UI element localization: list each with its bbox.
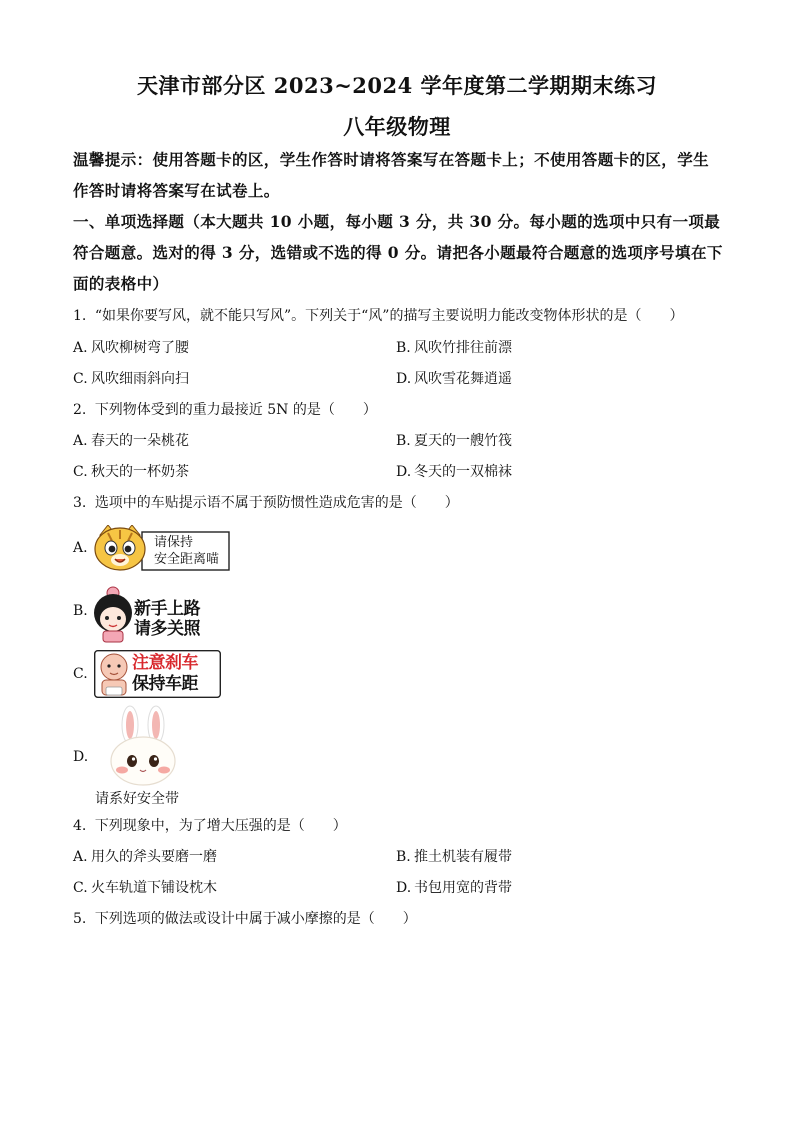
option-text: 用久的斧头要磨一磨 xyxy=(91,849,217,865)
question-4 xyxy=(73,816,733,836)
q4-option-c xyxy=(73,878,217,898)
option-letter: A. xyxy=(73,340,88,356)
question-number: 2. xyxy=(73,402,87,418)
q3-option-b-sticker xyxy=(92,585,218,643)
q1-option-d xyxy=(396,369,512,389)
q3-option-a-letter: A. xyxy=(73,540,88,556)
option-letter: B. xyxy=(396,340,411,356)
option-letter: A. xyxy=(73,849,88,865)
question-text: 下列现象中，为了增大压强的是（ ） xyxy=(94,818,347,834)
question-number: 3. xyxy=(73,495,87,511)
option-text: 书包用宽的背带 xyxy=(414,880,512,896)
q1-option-b xyxy=(396,338,512,358)
sticker-line: 请多关照 xyxy=(134,619,200,639)
question-number: 1. xyxy=(73,308,87,324)
question-2 xyxy=(73,400,733,420)
question-text: 选项中的车贴提示语不属于预防惯性造成危害的是（ ） xyxy=(94,495,459,511)
notice-text: 温馨提示：使用答题卡的区，学生作答时请将答案写在答题卡上；不使用答题卡的区，学生作答时请将答案写在试卷上。 xyxy=(73,150,710,200)
q3-option-d-caption: 请系好安全带 xyxy=(95,791,179,807)
option-text: 冬天的一双棉袜 xyxy=(414,464,512,480)
q2-option-a xyxy=(73,431,189,451)
q2-option-d xyxy=(396,462,512,482)
question-5 xyxy=(73,909,733,929)
exam-subtitle: 八年级物理 xyxy=(343,114,451,139)
q3-option-d-letter: D. xyxy=(73,749,89,765)
option-text: 风吹雪花舞逍遥 xyxy=(414,371,512,387)
option-text: 风吹细雨斜向扫 xyxy=(91,371,189,387)
girl-face-icon xyxy=(92,585,134,643)
option-letter: B. xyxy=(396,849,411,865)
option-letter: D. xyxy=(396,880,412,896)
exam-title: 天津市部分区 2023~2024 学年度第二学期期末练习 xyxy=(136,73,658,98)
sticker-line: 新手上路 xyxy=(134,599,200,619)
option-text: 春天的一朵桃花 xyxy=(91,433,189,449)
question-text: 下列选项的做法或设计中属于减小摩擦的是（ ） xyxy=(94,911,417,927)
option-text: 风吹柳树弯了腰 xyxy=(91,340,189,356)
q1-option-a xyxy=(73,338,189,358)
question-1 xyxy=(73,306,733,326)
q3-option-c-letter: C. xyxy=(73,666,88,682)
q4-option-b xyxy=(396,847,512,867)
question-text: “如果你要写风，就不能只写风”。下列关于“风”的描写主要说明力能改变物体形状的是（ ） xyxy=(94,308,684,324)
option-text: 推土机装有履带 xyxy=(414,849,512,865)
option-letter: B. xyxy=(396,433,411,449)
q2-option-b xyxy=(396,431,512,451)
q3-option-d-sticker xyxy=(100,705,190,787)
option-text: 风吹竹排往前漂 xyxy=(414,340,512,356)
option-text: 秋天的一杯奶茶 xyxy=(91,464,189,480)
option-letter: D. xyxy=(396,464,412,480)
q3-option-a-sticker xyxy=(94,525,230,573)
q1-option-c xyxy=(73,369,189,389)
option-letter: C. xyxy=(73,880,88,896)
bunny-face-icon xyxy=(100,705,190,787)
q3-option-c-sticker xyxy=(94,650,221,698)
q2-option-c xyxy=(73,462,189,482)
sticker-line: 安全距离喵 xyxy=(154,552,220,567)
option-text: 夏天的一艘竹筏 xyxy=(414,433,512,449)
option-letter: D. xyxy=(396,371,412,387)
q4-option-a xyxy=(73,847,217,867)
question-number: 4. xyxy=(73,818,87,834)
option-letter: A. xyxy=(73,433,88,449)
q3-option-b-letter: B. xyxy=(73,603,88,619)
section-heading: 一、单项选择题（本大题共 10 小题，每小题 3 分，共 30 分。每小题的选项中只有一项最符合题意。选对的得 3 分，选错或不选的得 0 分。请把各小题最符合题意的选项序号填在下面的表格中） xyxy=(73,212,723,293)
sticker-line: 保持车距 xyxy=(132,674,198,694)
question-text: 下列物体受到的重力最接近 5N 的是（ ） xyxy=(94,402,377,418)
option-letter: C. xyxy=(73,371,88,387)
option-text: 火车轨道下铺设枕木 xyxy=(91,880,217,896)
sticker-line: 注意刹车 xyxy=(132,653,198,673)
question-3 xyxy=(73,493,733,513)
question-number: 5. xyxy=(73,911,87,927)
q4-option-d xyxy=(396,878,512,898)
option-letter: C. xyxy=(73,464,88,480)
sticker-line: 请保持 xyxy=(154,535,194,550)
